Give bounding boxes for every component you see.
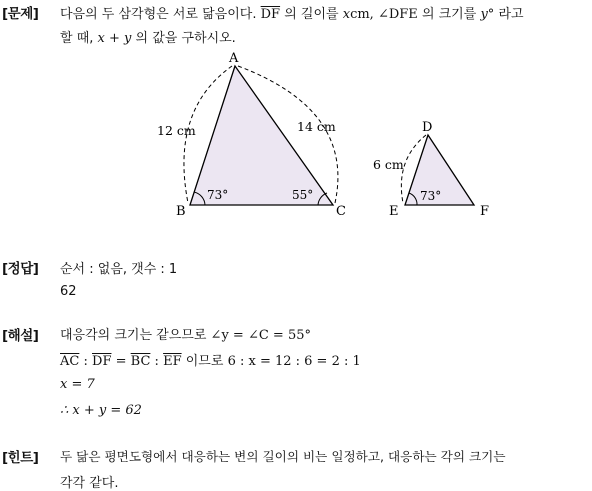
- solution-label: [해설]: [2, 328, 39, 344]
- vertex-b-label: B: [176, 204, 186, 219]
- vertex-e-label: E: [389, 204, 399, 219]
- problem-line-1: 다음의 두 삼각형은 서로 닮음이다. $\overline{DF}$ 의 길이를 xcm, ∠DFE 의 크기를 y° 라고: [60, 7, 524, 22]
- solution-line-1: 대응각의 크기는 같으므로 ∠y = ∠C = 55°: [60, 328, 311, 343]
- answer-line-2: 62: [60, 284, 77, 299]
- angle-e-label: 73°: [420, 189, 442, 203]
- side-ab-label: 12 cm: [157, 123, 196, 138]
- segment-df: $\overline{DF}$: [260, 7, 281, 22]
- vertex-f-label: F: [480, 204, 490, 219]
- solution-line-3: x = 7: [60, 377, 95, 392]
- side-ac-label: 14 cm: [297, 119, 336, 134]
- hint-line-2: 각각 같다.: [60, 476, 119, 491]
- answer-label: [정답]: [2, 261, 39, 277]
- similar-triangles-figure: [0, 0, 592, 230]
- triangle-abc: [190, 66, 333, 205]
- solution-line-2: $\overline{AC}$ : $\overline{DF} = \overline{BC}$ : $\overline{EF}$ 이므로 6 : x = 12 : 6 = 2 : 1: [60, 354, 361, 369]
- angle-c-label: 55°: [292, 188, 314, 202]
- problem-label: [문제]: [2, 6, 39, 22]
- solution-line-4: ∴ x + y = 62: [60, 403, 142, 418]
- vertex-d-label: D: [422, 120, 433, 135]
- hint-line-1: 두 닮은 평면도형에서 대응하는 변의 길이의 비는 일정하고, 대응하는 각의 크기는: [60, 449, 506, 464]
- vertex-a-label: A: [229, 51, 239, 66]
- vertex-c-label: C: [336, 204, 346, 219]
- answer-line-1: 순서 : 없음, 갯수 : 1: [60, 262, 178, 277]
- hint-label: [힌트]: [2, 450, 39, 466]
- problem-line-2: 할 때, x + y 의 값을 구하시오.: [60, 31, 236, 46]
- angle-b-label: 73°: [207, 188, 229, 202]
- side-de-label: 6 cm: [373, 157, 404, 172]
